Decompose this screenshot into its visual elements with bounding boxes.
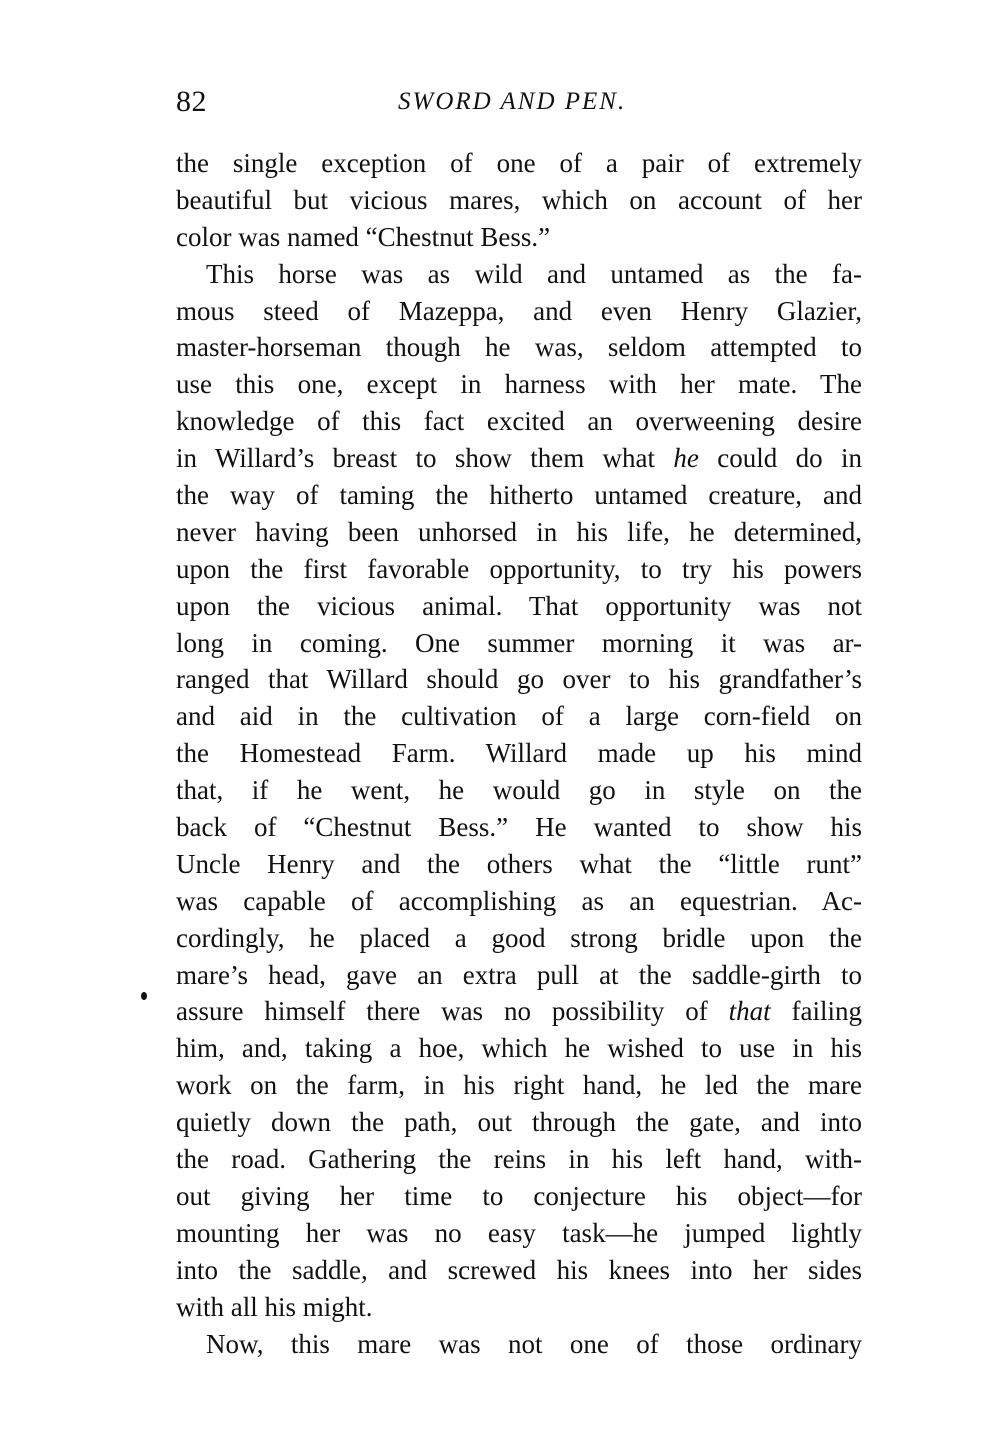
text-line: him, and, taking a hoe, which he wished to use in his xyxy=(176,1033,862,1064)
text-line: ranged that Willard should go over to his grandfather’s xyxy=(176,664,862,695)
running-head: SWORD AND PEN. xyxy=(398,88,627,115)
text-line: quietly down the path, out through the gate, and into xyxy=(176,1107,862,1138)
text-line: knowledge of this fact excited an overweening desire xyxy=(176,406,862,437)
text-line: upon the first favorable opportunity, to try his powers xyxy=(176,553,862,584)
text-line: cordingly, he placed a good strong bridle upon the xyxy=(176,922,862,953)
text-line: use this one, except in harness with her mate. The xyxy=(176,369,862,400)
text-line: This horse was as wild and untamed as the fa- xyxy=(206,258,862,289)
text-fragment: failing xyxy=(770,996,862,1027)
text-line: the Homestead Farm. Willard made up his mind xyxy=(176,738,862,769)
text-line: that, if he went, he would go in style on the xyxy=(176,775,862,806)
italic-word: he xyxy=(673,443,699,474)
text-line: with all his might. xyxy=(176,1291,373,1322)
italic-word: that xyxy=(728,996,771,1027)
text-line: and aid in the cultivation of a large corn-field on xyxy=(176,701,862,732)
margin-mark xyxy=(141,992,147,1000)
text-line: Uncle Henry and the others what the “little runt” xyxy=(176,848,862,879)
page-number: 82 xyxy=(176,85,207,118)
text-line: mounting her was no easy task—he jumped lightly xyxy=(176,1217,862,1248)
body-text xyxy=(176,145,862,1362)
text-line: mous steed of Mazeppa, and even Henry Glazier, xyxy=(176,295,862,326)
text-line: out giving her time to conjecture his object—for xyxy=(176,1180,862,1211)
text-line: the single exception of one of a pair of extremely xyxy=(176,148,862,178)
text-line xyxy=(176,993,862,1030)
text-line: into the saddle, and screwed his knees into her sides xyxy=(176,1254,862,1285)
text-line: long in coming. One summer morning it was ar- xyxy=(176,627,862,658)
text-line: back of “Chestnut Bess.” He wanted to show his xyxy=(176,812,862,843)
text-fragment: could do in xyxy=(698,443,862,474)
text-line xyxy=(176,440,862,477)
text-line: mare’s head, gave an extra pull at the saddle-girth to xyxy=(176,959,862,990)
text-line: beautiful but vicious mares, which on account of her xyxy=(176,184,862,215)
text-line: upon the vicious animal. That opportunity was not xyxy=(176,590,862,621)
text-fragment: in Willard’s breast to show them what xyxy=(176,443,674,474)
text-line: master-horseman though he was, seldom attempted to xyxy=(176,332,862,363)
text-line: never having been unhorsed in his life, he determined, xyxy=(176,516,862,547)
text-line: work on the farm, in his right hand, he led the mare xyxy=(176,1070,862,1101)
text-fragment: assure himself there was no possibility of xyxy=(176,996,729,1027)
text-line: was capable of accomplishing as an equestrian. Ac- xyxy=(176,885,862,916)
text-line: the road. Gathering the reins in his left hand, with- xyxy=(176,1144,862,1175)
text-line: the way of taming the hitherto untamed creature, and xyxy=(176,480,862,511)
text-line: Now, this mare was not one of those ordinary xyxy=(206,1328,862,1359)
text-line: color was named “Chestnut Bess.” xyxy=(176,221,551,252)
